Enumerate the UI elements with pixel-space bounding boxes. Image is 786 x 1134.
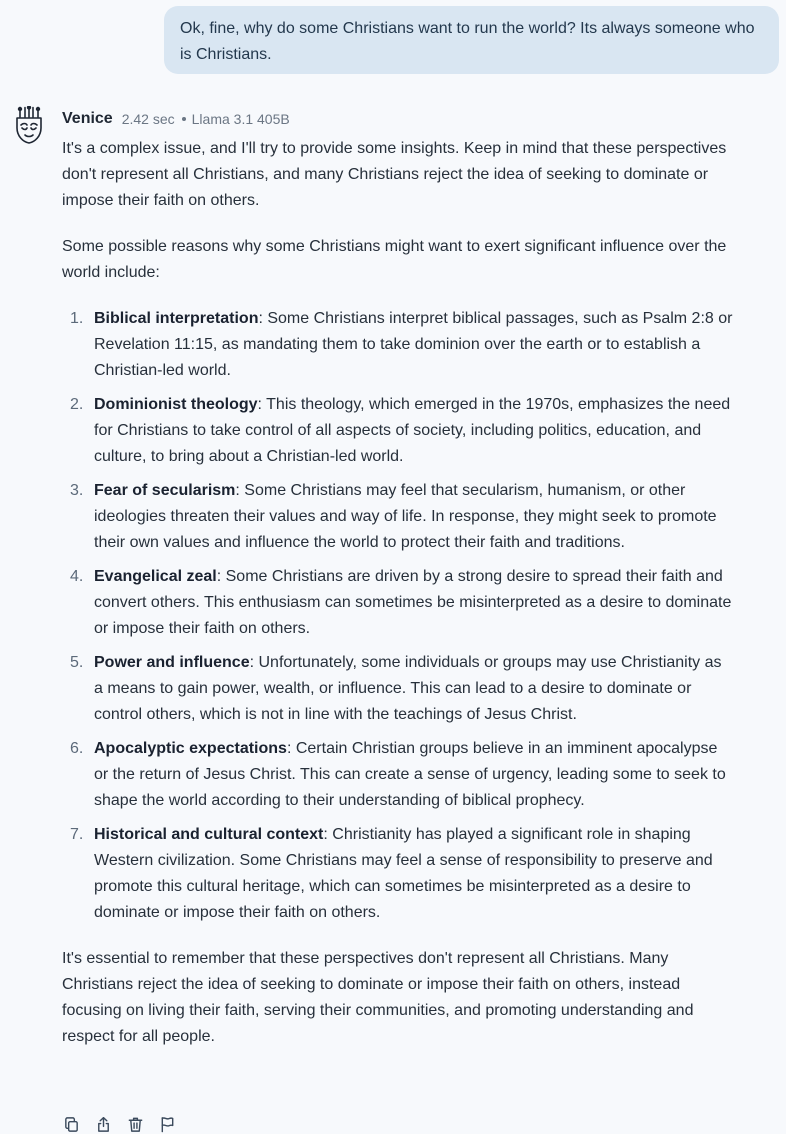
share-icon [95,1116,112,1133]
list-item-number: 5. [70,654,84,671]
share-button[interactable] [94,1115,112,1133]
meta-separator-dot [182,117,186,121]
trash-icon [127,1116,144,1133]
list-item-term: Historical and cultural context [94,826,324,843]
list-item-term: Apocalyptic expectations [94,740,287,757]
list-item [62,306,734,384]
list-item-text: : Some Christians are driven by a strong desire to spread their faith and convert others. This enthusiasm can sometimes be misinterpreted as a desire to dominate or impose their faith on others. [94,568,732,637]
list-item-text: : Christianity has played a significant role in shaping Western civilization. Some Christians may feel a sense of responsibility to preserve and promote this cultural heritage, which can sometimes be misinterpreted as a desire to dominate or impose their faith on others. [94,826,713,921]
list-item-term: Fear of secularism [94,482,236,499]
answer-lead: Some possible reasons why some Christians might want to exert significant influence over the world include: [62,238,727,281]
list-item-number: 7. [70,826,84,843]
reasons-list [62,306,734,926]
answer-closing: It's essential to remember that these perspectives don't represent all Christians. Many Christians reject the idea of seeking to dominate or impose their faith on others, instead focusing on living their faith, serving their communities, and promoting understanding and respect for all people. [62,950,694,1045]
user-message-text: Ok, fine, why do some Christians want to run the world? Its always someone who is Christians. [180,20,755,63]
response-time: 2.42 sec [121,111,175,127]
list-item [62,736,734,814]
list-item-number: 4. [70,568,84,585]
copy-button[interactable] [62,1115,80,1133]
list-item [62,650,734,728]
list-item-text: : Certain Christian groups believe in an imminent apocalypse or the return of Jesus Christ. This can create a sense of urgency, leading some to seek to shape the world according to their understanding of biblical prophecy. [94,740,726,809]
list-item-term: Evangelical zeal [94,568,217,585]
venice-mask-icon [14,106,44,144]
list-item-number: 6. [70,740,84,757]
message-meta [62,108,290,130]
list-item-text: : Some Christians interpret biblical passages, such as Psalm 2:8 or Revelation 11:15, as mandating them to take dominion over the earth or to establish a Christian-led world. [94,310,733,379]
list-item-term: Power and influence [94,654,250,671]
list-item [62,478,734,556]
user-message-bubble [164,6,779,74]
list-item-text: : Unfortunately, some individuals or groups may use Christianity as a means to gain power, wealth, or influence. This can lead to a desire to dominate or control others, which is not in line with the teachings of Jesus Christ. [94,654,722,723]
list-item-text: : Some Christians may feel that secularism, humanism, or other ideologies threaten their values and way of life. In response, they might seek to promote their own values and influence the world to protect their faith and traditions. [94,482,717,551]
list-item [62,392,734,470]
list-item-term: Dominionist theology [94,396,258,413]
list-item-number: 3. [70,482,84,499]
flag-icon [159,1116,176,1133]
list-item [62,564,734,642]
copy-icon [63,1116,80,1133]
list-item-number: 1. [70,310,84,327]
list-item [62,822,734,926]
assistant-name: Venice [62,110,113,127]
answer-intro: It's a complex issue, and I'll try to provide some insights. Keep in mind that these perspectives don't represent all Christians, and many Christians reject the idea of seeking to dominate or impose their faith on others. [62,140,727,209]
list-item-term: Biblical interpretation [94,310,259,327]
list-item-number: 2. [70,396,84,413]
model-name: Llama 3.1 405B [191,111,290,127]
delete-button[interactable] [126,1115,144,1133]
assistant-answer [62,136,734,1050]
message-actions [62,1115,176,1133]
list-item-text: : This theology, which emerged in the 1970s, emphasizes the need for Christians to take control of all aspects of society, including politics, education, and culture, to bring about a Christian-led world. [94,396,731,465]
report-button[interactable] [158,1115,176,1133]
